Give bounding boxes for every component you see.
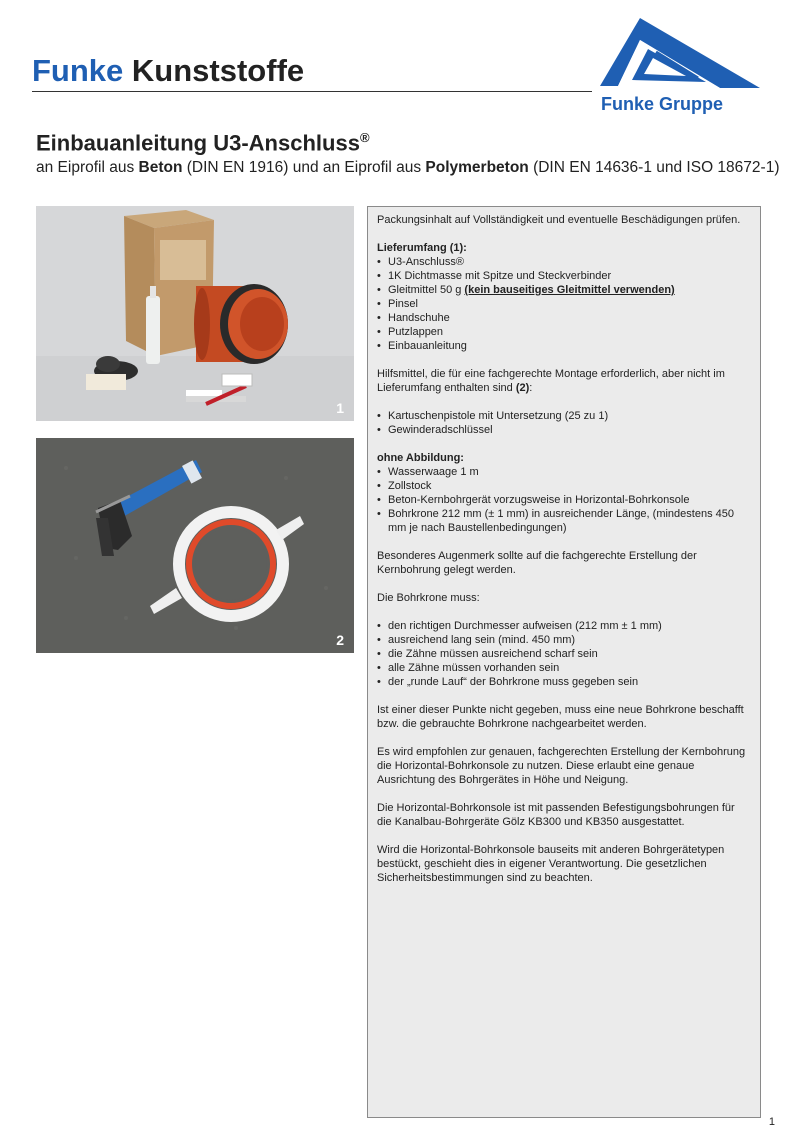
brand-word-funke: Funke — [32, 53, 124, 88]
hilfsmittel-ref: (2) — [515, 382, 530, 394]
gleitmittel-note: (kein bauseitiges Gleitmittel verwenden) — [464, 284, 675, 296]
registered-mark: ® — [359, 130, 370, 145]
delivery-contents-illustration — [36, 206, 354, 421]
instructions-panel — [367, 206, 761, 1118]
subtitle-beton: Beton — [138, 159, 183, 176]
photo-number-2: 2 — [336, 632, 344, 648]
subtitle-part: an Eiprofil aus — [36, 159, 139, 176]
konsole-paragraph: Die Horizontal-Bohrkonsole ist mit passenden Befestigungsbohrungen für die Kanalbau-Bohrgeräte Gölz KB300 und KB350 ausgestattet. — [377, 802, 735, 828]
list-item: • Zollstock — [377, 479, 751, 493]
list-item: • Kartuschenpistole mit Untersetzung (25 zu 1) — [377, 409, 751, 423]
list-item: • Einbauanleitung — [377, 339, 751, 353]
hilfsmittel-intro — [377, 367, 751, 395]
list-item: • der „runde Lauf“ der Bohrkrone muss gegeben sein — [377, 675, 751, 689]
bauseits-paragraph: Wird die Horizontal-Bohrkonsole bauseits mit anderen Bohrgerätetypen bestückt, geschieht dies in eigener Verantwortung. Die gesetzlichen Sicherheitsbestimmungen sind zu beachten. — [377, 844, 725, 884]
lieferumfang-heading: Lieferumfang (1): — [377, 242, 467, 254]
subtitle-polymerbeton: Polymerbeton — [425, 159, 529, 176]
page-number: 1 — [768, 1116, 775, 1128]
list-item: • Putzlappen — [377, 325, 751, 339]
photo-delivery-contents — [36, 206, 354, 421]
subtitle-part: (DIN EN 14636-1 und ISO 18672-1) — [528, 159, 780, 176]
brand-wordmark — [32, 55, 304, 86]
list-item: • den richtigen Durchmesser aufweisen (212 mm ± 1 mm) — [377, 619, 751, 633]
ohne-abbildung-heading: ohne Abbildung: — [377, 452, 464, 464]
list-item: • Beton-Kernbohrgerät vorzugsweise in Horizontal-Bohrkonsole — [377, 493, 751, 507]
photo-tools — [36, 438, 354, 653]
augenmerk-paragraph: Besonderes Augenmerk sollte auf die fachgerechte Erstellung der Kernbohrung gelegt werden. — [377, 550, 697, 576]
hilfsmittel-text: Hilfsmittel, die für eine fachgerechte Montage erforderlich, aber nicht im Lieferumfang enthalten sind — [377, 368, 725, 394]
list-item-text: Gleitmittel 50 g — [388, 284, 465, 296]
list-item: • Wasserwaage 1 m — [377, 465, 751, 479]
list-item: • Gewinderadschlüssel — [377, 423, 751, 437]
title-text: Einbauanleitung U3-Anschluss — [36, 130, 360, 156]
hilfsmittel-list — [377, 409, 751, 437]
photo-number-1: 1 — [336, 400, 344, 416]
list-item: • alle Zähne müssen vorhanden sein — [377, 661, 751, 675]
tools-illustration — [36, 438, 354, 653]
punkte-paragraph: Ist einer dieser Punkte nicht gegeben, muss eine neue Bohrkrone beschafft bzw. die gebrauchte Bohrkrone nachgearbeitet werden. — [377, 704, 744, 730]
brand-word-kunststoffe: Kunststoffe — [131, 53, 305, 88]
list-item — [377, 283, 751, 297]
subtitle-part: (DIN EN 1916) und an Eiprofil aus — [182, 159, 426, 176]
list-item: • Pinsel — [377, 297, 751, 311]
list-item: • Handschuhe — [377, 311, 751, 325]
page-title — [36, 130, 370, 156]
header-rule — [32, 91, 592, 92]
list-item: • Bohrkrone 212 mm (± 1 mm) in ausreichender Länge, (mindestens 450 mm je nach Baustellenbedingungen) — [377, 507, 751, 535]
list-item: • ausreichend lang sein (mind. 450 mm) — [377, 633, 751, 647]
page-subtitle — [36, 159, 779, 177]
lieferumfang-list — [377, 255, 751, 353]
list-item: • U3-Anschluss® — [377, 255, 751, 269]
hilfsmittel-colon: : — [529, 382, 533, 394]
list-item: • die Zähne müssen ausreichend scharf sein — [377, 647, 751, 661]
ohne-abbildung-list — [377, 465, 751, 535]
intro-text: Packungsinhalt auf Vollständigkeit und eventuelle Beschädigungen prüfen. — [377, 214, 741, 226]
bohrkrone-paragraph: Die Bohrkrone muss: — [377, 592, 480, 604]
logo-text: Funke Gruppe — [601, 94, 724, 114]
empfohlen-paragraph: Es wird empfohlen zur genauen, fachgerechten Erstellung der Kernbohrung die Horizontal-Bohrkonsole zu nutzen. Diese erlaubt eine genaue Ausrichtung des Bohrgerätes in Höhe und Neigung. — [377, 746, 746, 786]
list-item: • 1K Dichtmasse mit Spitze und Steckverbinder — [377, 269, 751, 283]
bohrkrone-list — [377, 619, 751, 689]
